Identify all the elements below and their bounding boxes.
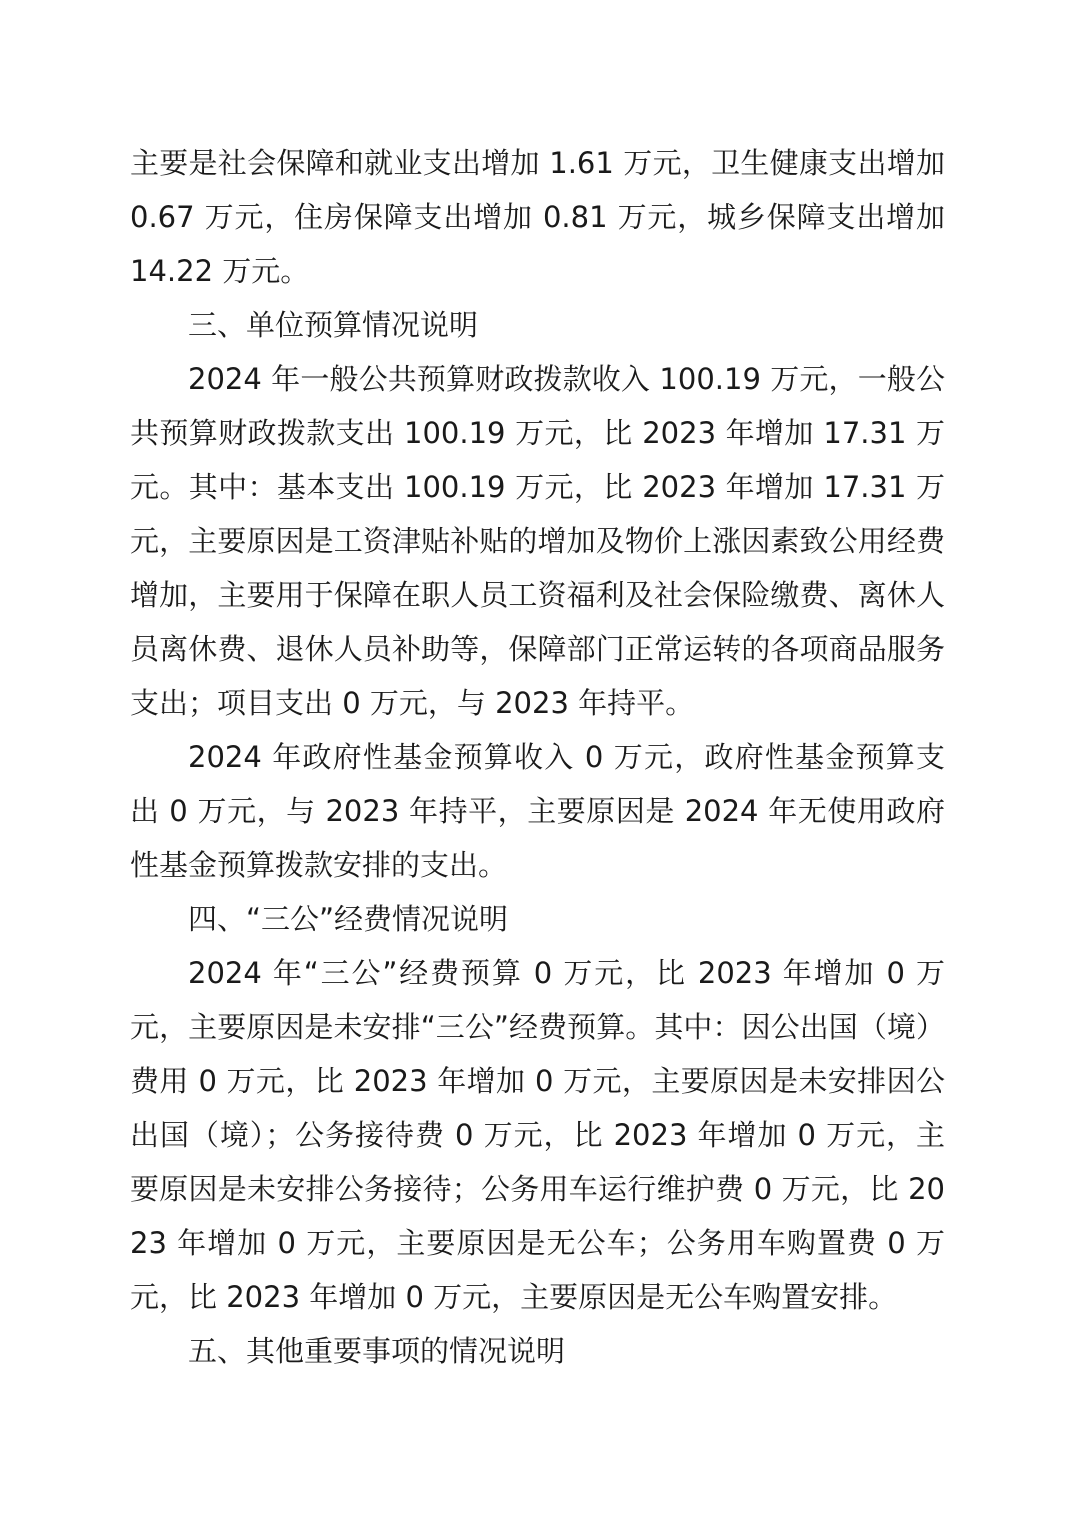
paragraph-three-public-expenses: 2024 年“三公”经费预算 0 万元，比 2023 年增加 0 万元，主要原因是未安排“三公”经费预算。其中：因公出国（境）费用 0 万元，比 2023 年增加 0 万元，主要原因是未安排因公出国（境）；公务接待费 0 万元，比 2023 年增加 0 万元，主要原因是未安排公务接待；公务用车运行维护费 0 万元，比 2023 年增加 0 万元，主要原因是无公车；公务用车购置费 0 万元，比 2023 年增加 0 万元，主要原因是无公车购置安排。 [130, 956, 945, 1314]
section-heading-unit-budget: 三、单位预算情况说明 [188, 308, 479, 342]
paragraph-continuation: 主要是社会保障和就业支出增加 1.61 万元，卫生健康支出增加 0.67 万元，住房保障支出增加 0.81 万元，城乡保障支出增加 14.22 万元。 [130, 146, 945, 288]
paragraph-general-budget: 2024 年一般公共预算财政拨款收入 100.19 万元，一般公共预算财政拨款支出 100.19 万元，比 2023 年增加 17.31 万元。其中：基本支出 100.19 万元，比 2023 年增加 17.31 万元，主要原因是工资津贴补贴的增加及物价上涨因素致公用经费增加，主要用于保障在职人员工资福利及社会保险缴费、离休人员离休费、退休人员补助等，保障部门正常运转的各项商品服务支出；项目支出 0 万元，与 2023 年持平。 [130, 362, 945, 720]
section-heading-three-public: 四、“三公”经费情况说明 [188, 902, 509, 936]
section-heading-other-matters: 五、其他重要事项的情况说明 [188, 1334, 566, 1368]
document-body [130, 136, 945, 1378]
paragraph-government-fund: 2024 年政府性基金预算收入 0 万元，政府性基金预算支出 0 万元，与 2023 年持平，主要原因是 2024 年无使用政府性基金预算拨款安排的支出。 [130, 740, 945, 882]
